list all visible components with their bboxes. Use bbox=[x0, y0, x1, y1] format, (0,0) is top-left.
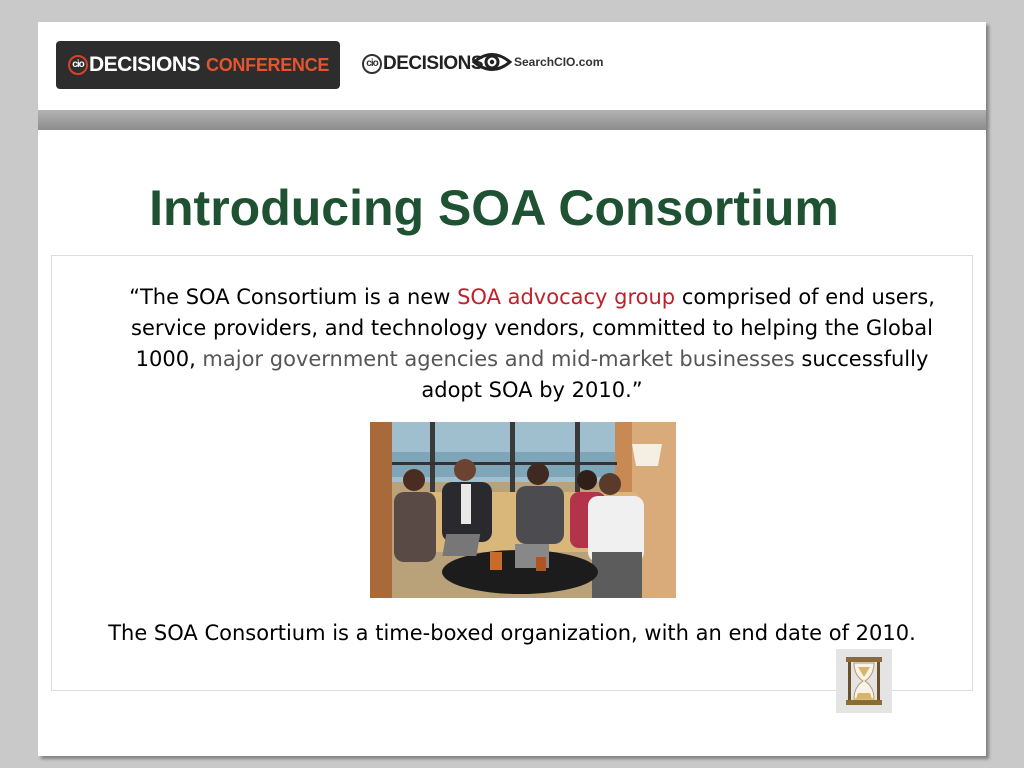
quote-highlight-grey: major government agencies and mid-market businesses bbox=[202, 347, 795, 371]
quote-text-1: “The SOA Consortium is a new bbox=[129, 285, 458, 309]
cio-mark: cio bbox=[362, 54, 382, 74]
quote-paragraph bbox=[108, 282, 956, 406]
hourglass-icon bbox=[836, 649, 892, 713]
cio-mark: cio bbox=[68, 55, 88, 75]
header-divider-bar bbox=[38, 110, 986, 130]
cio-decisions-conference-logo bbox=[56, 41, 340, 89]
business-meeting-photo bbox=[370, 422, 676, 598]
header-band bbox=[38, 22, 986, 110]
logo-word-decisions: DECISIONS bbox=[383, 53, 484, 74]
logo-word-conference: CONFERENCE bbox=[206, 54, 330, 75]
content-box bbox=[51, 255, 973, 691]
searchcio-text: SearchCIO.com bbox=[514, 55, 604, 69]
quote-highlight-red: SOA advocacy group bbox=[457, 285, 676, 309]
cio-decisions-logo bbox=[362, 52, 483, 76]
searchcio-logo bbox=[472, 48, 603, 76]
quote-text-3: successfully adopt SOA by 2010.” bbox=[421, 347, 929, 402]
logo-word-decisions: DECISIONS bbox=[89, 53, 201, 76]
slide bbox=[38, 22, 986, 756]
slide-title: Introducing SOA Consortium bbox=[149, 180, 839, 236]
eye-icon bbox=[472, 49, 512, 75]
footer-text: The SOA Consortium is a time-boxed organization, with an end date of 2010. bbox=[108, 621, 916, 645]
quote-text-2: comprised of end users, service providers, and technology vendors, committed to helping the Global 1000, bbox=[131, 285, 935, 371]
